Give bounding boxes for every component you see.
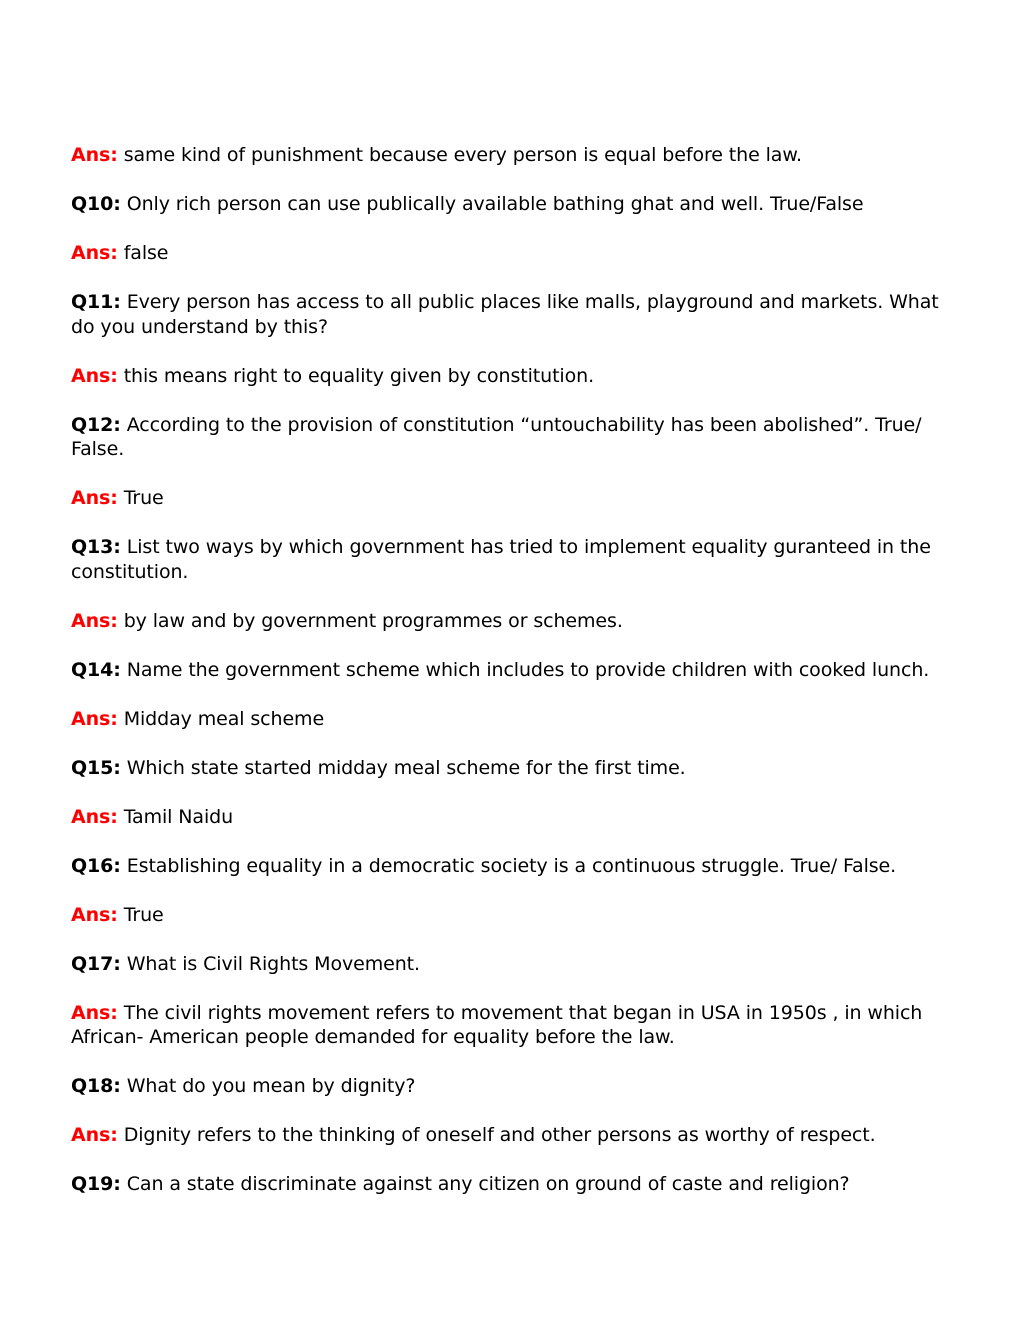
question-text: What is Civil Rights Movement.: [120, 952, 420, 975]
answer-text: same kind of punishment because every person is equal before the law.: [117, 144, 802, 166]
question-paragraph: [71, 413, 961, 462]
answer-text: by law and by government programmes or schemes.: [117, 609, 623, 632]
question-text: Every person has access to all public places like malls, playground and markets. What do you understand by this?: [71, 291, 939, 338]
answer-paragraph: [71, 1123, 961, 1148]
question-label: Q15:: [71, 756, 121, 779]
answer-text: Midday meal scheme: [117, 707, 325, 730]
answer-label: Ans:: [71, 903, 118, 926]
answer-paragraph: [71, 364, 961, 389]
answer-label: Ans:: [71, 1124, 118, 1146]
question-label: Q11:: [71, 291, 121, 313]
answer-label: Ans:: [71, 707, 118, 730]
question-text: List two ways by which government has tried to implement equality guranteed in the constitution.: [71, 536, 931, 583]
question-label: Q17:: [71, 952, 121, 975]
answer-paragraph: [71, 609, 961, 634]
answer-text: Dignity refers to the thinking of oneself and other persons as worthy of respect.: [117, 1124, 876, 1146]
answer-label: Ans:: [71, 609, 118, 632]
question-paragraph: [71, 535, 961, 584]
question-label: Q18:: [71, 1075, 121, 1097]
question-label: Q13:: [71, 536, 121, 558]
answer-paragraph: [71, 1001, 961, 1050]
answer-text: True: [117, 487, 164, 509]
answer-paragraph: [71, 486, 961, 511]
question-text: Which state started midday meal scheme for the first time.: [120, 756, 686, 779]
answer-label: Ans:: [71, 1001, 118, 1024]
answer-paragraph: [71, 241, 961, 266]
answer-paragraph: [71, 805, 961, 830]
question-paragraph: [71, 1074, 961, 1099]
answer-paragraph: [71, 903, 961, 928]
question-text: According to the provision of constitution “untouchability has been abolished”. True/ False.: [71, 413, 922, 460]
question-text: Only rich person can use publically available bathing ghat and well. True/False: [120, 193, 864, 215]
question-paragraph: [71, 854, 961, 879]
question-label: Q16:: [71, 854, 121, 877]
question-label: Q19:: [71, 1173, 121, 1195]
question-paragraph: [71, 658, 961, 683]
question-paragraph: [71, 756, 961, 781]
answer-label: Ans:: [71, 144, 118, 166]
answer-paragraph: [71, 707, 961, 732]
question-paragraph: [71, 290, 961, 339]
question-text: Name the government scheme which includes to provide children with cooked lunch.: [120, 658, 930, 681]
question-label: Q12:: [71, 413, 121, 436]
answer-label: Ans:: [71, 242, 118, 264]
answer-label: Ans:: [71, 364, 118, 387]
question-label: Q10:: [71, 193, 121, 215]
question-paragraph: [71, 952, 961, 977]
answer-paragraph: [71, 143, 961, 168]
answer-text: The civil rights movement refers to movement that began in USA in 1950s , in which African- American people demanded for equality before the law.: [71, 1001, 923, 1048]
answer-text: this means right to equality given by constitution.: [117, 364, 595, 387]
answer-text: True: [117, 903, 164, 926]
question-text: What do you mean by dignity?: [120, 1075, 416, 1097]
question-text: Can a state discriminate against any citizen on ground of caste and religion?: [120, 1173, 850, 1195]
qa-document: [71, 143, 961, 1221]
question-paragraph: [71, 192, 961, 217]
answer-label: Ans:: [71, 805, 118, 828]
answer-text: false: [117, 242, 169, 264]
question-text: Establishing equality in a democratic society is a continuous struggle. True/ False.: [120, 854, 897, 877]
question-label: Q14:: [71, 658, 121, 681]
question-paragraph: [71, 1172, 961, 1197]
answer-text: Tamil Naidu: [117, 805, 234, 828]
answer-label: Ans:: [71, 487, 118, 509]
